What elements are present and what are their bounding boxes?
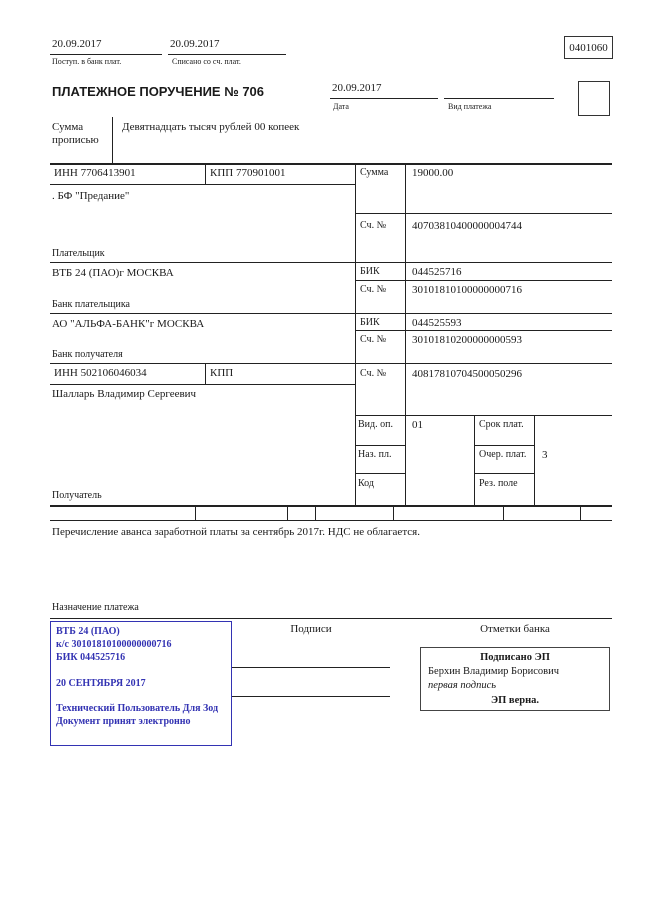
op-type-cell-line	[355, 445, 405, 446]
stamp-user: Технический Пользователь Для Зод	[56, 702, 219, 714]
payer-bank-bik-label: БИК	[360, 266, 380, 277]
payer-inn: ИНН 7706413901	[54, 167, 136, 179]
esign-subtitle: первая подпись	[428, 680, 497, 692]
payer-account-value: 40703810400000004744	[412, 220, 522, 232]
document-title: ПЛАТЕЖНОЕ ПОРУЧЕНИЕ № 706	[52, 84, 265, 99]
op-table-divider-2	[534, 415, 535, 505]
date-value: 20.09.2017	[332, 82, 382, 94]
purpose-section-line	[50, 618, 612, 619]
payee-kpp: КПП	[210, 367, 234, 379]
stamp-bank-name: ВТБ 24 (ПАО)	[56, 626, 120, 637]
stamp-accepted-note: Документ принят электронно	[56, 715, 191, 727]
payee-account-value: 40817810704500050296	[412, 368, 522, 380]
esign-verified: ЭП верна.	[490, 694, 539, 706]
payer-name: . БФ "Предание"	[52, 190, 130, 202]
stamp-date: 20 СЕНТЯБРЯ 2017	[56, 677, 146, 689]
pay-purpose-cell-line	[355, 473, 405, 474]
table-label-col-right-line	[405, 163, 406, 505]
payer-bank-name: ВТБ 24 (ПАО)г МОСКВА	[52, 267, 174, 279]
payer-bank-account-value: 30101810100000000716	[412, 284, 522, 296]
signatures-label: Подписи	[290, 623, 332, 635]
date-line	[330, 98, 438, 99]
received-date-line	[50, 54, 162, 55]
op-table-top-line	[355, 415, 612, 416]
bank-stamp-box	[50, 621, 232, 746]
payer-kpp: КПП 770901001	[210, 167, 286, 179]
sum-value: 19000.00	[412, 167, 454, 179]
payer-section-line	[50, 262, 612, 263]
payer-account-label: Сч. №	[360, 220, 387, 231]
payer-inn-kpp-divider	[205, 163, 206, 184]
payee-label: Получатель	[52, 490, 102, 501]
payee-inn-row-line	[50, 384, 355, 385]
payer-bank-label: Банк плательщика	[52, 299, 130, 310]
payment-type-line	[444, 98, 554, 99]
pay-purpose-label: Наз. пл.	[358, 449, 392, 460]
payee-bank-label: Банк получателя	[52, 349, 123, 360]
payee-bank-bik-value: 044525593	[412, 317, 462, 329]
debited-date-value: 20.09.2017	[170, 38, 220, 50]
debited-date-line	[168, 54, 286, 55]
received-date-label: Поступ. в банк плат.	[52, 57, 122, 66]
payee-bank-name: АО "АЛЬФА-БАНК"г МОСКВА	[52, 318, 205, 330]
op-table-divider-1	[474, 415, 475, 505]
table-label-col-left-line	[355, 163, 356, 505]
payee-inn: ИНН 502106046034	[54, 367, 147, 379]
payer-inn-row-line	[50, 184, 355, 185]
payee-bank-section-line	[50, 363, 612, 364]
payee-bank-bik-row-line	[355, 330, 612, 331]
bank-marks-label: Отметки банка	[480, 623, 550, 635]
pay-term-cell-line	[474, 445, 534, 446]
pay-order-value: 3	[542, 449, 548, 461]
amount-words-label: Сумма прописью	[52, 121, 99, 147]
payee-account-label: Сч. №	[360, 368, 387, 379]
payee-bank-bik-label: БИК	[360, 317, 380, 328]
payer-bank-bik-row-line	[355, 280, 612, 281]
purpose-text: Перечисление аванса заработной платы за сентябрь 2017г. НДС не облагается.	[52, 526, 420, 538]
tax-row-divider-4	[393, 505, 394, 520]
esign-box	[420, 647, 610, 711]
table-top-line	[50, 163, 612, 165]
pay-order-cell-line	[474, 473, 534, 474]
op-type-label: Вид. оп.	[358, 419, 393, 430]
tax-row-divider-5	[503, 505, 504, 520]
op-type-value: 01	[412, 419, 423, 431]
tax-row-divider-1	[195, 505, 196, 520]
payer-label: Плательщик	[52, 248, 105, 259]
sum-row-line	[355, 213, 612, 214]
stamp-corr-account: к/с 30101810100000000716	[56, 639, 172, 651]
payer-bank-account-label: Сч. №	[360, 284, 387, 295]
res-field-label: Рез. поле	[479, 478, 518, 489]
date-label: Дата	[333, 102, 349, 111]
tax-row-divider-3	[315, 505, 316, 520]
pay-order-label: Очер. плат.	[479, 449, 527, 460]
stamp-bik: БИК 044525716	[56, 652, 126, 664]
form-code-box: 0401060	[564, 36, 613, 59]
tax-row-divider-2	[287, 505, 288, 520]
amount-words-value: Девятнадцать тысяч рублей 00 копеек	[122, 121, 300, 133]
payer-bank-bik-value: 044525716	[412, 266, 462, 278]
esign-signer-name: Берхин Владимир Борисович	[428, 666, 559, 678]
payee-bank-account-value: 30101810200000000593	[412, 334, 522, 346]
signature-line-1	[232, 667, 390, 668]
sum-label: Сумма	[360, 167, 389, 178]
payee-inn-kpp-divider	[205, 363, 206, 384]
table-bottom-line	[50, 505, 612, 507]
tax-row-bottom-line	[50, 520, 612, 521]
pay-term-label: Срок плат.	[479, 419, 524, 430]
signature-line-2	[232, 696, 390, 697]
code-label: Код	[358, 478, 374, 489]
tax-row-divider-6	[580, 505, 581, 520]
status-field-box	[578, 81, 610, 116]
debited-date-label: Списано со сч. плат.	[172, 57, 241, 66]
received-date-value: 20.09.2017	[52, 38, 102, 50]
payer-bank-section-line	[50, 313, 612, 314]
payee-name: Шалларь Владимир Сергеевич	[52, 388, 197, 400]
esign-title: Подписано ЭП	[480, 652, 550, 663]
payee-bank-account-label: Сч. №	[360, 334, 387, 345]
amount-words-divider	[112, 117, 113, 163]
purpose-label: Назначение платежа	[52, 602, 139, 613]
payment-type-label: Вид платежа	[448, 102, 492, 111]
